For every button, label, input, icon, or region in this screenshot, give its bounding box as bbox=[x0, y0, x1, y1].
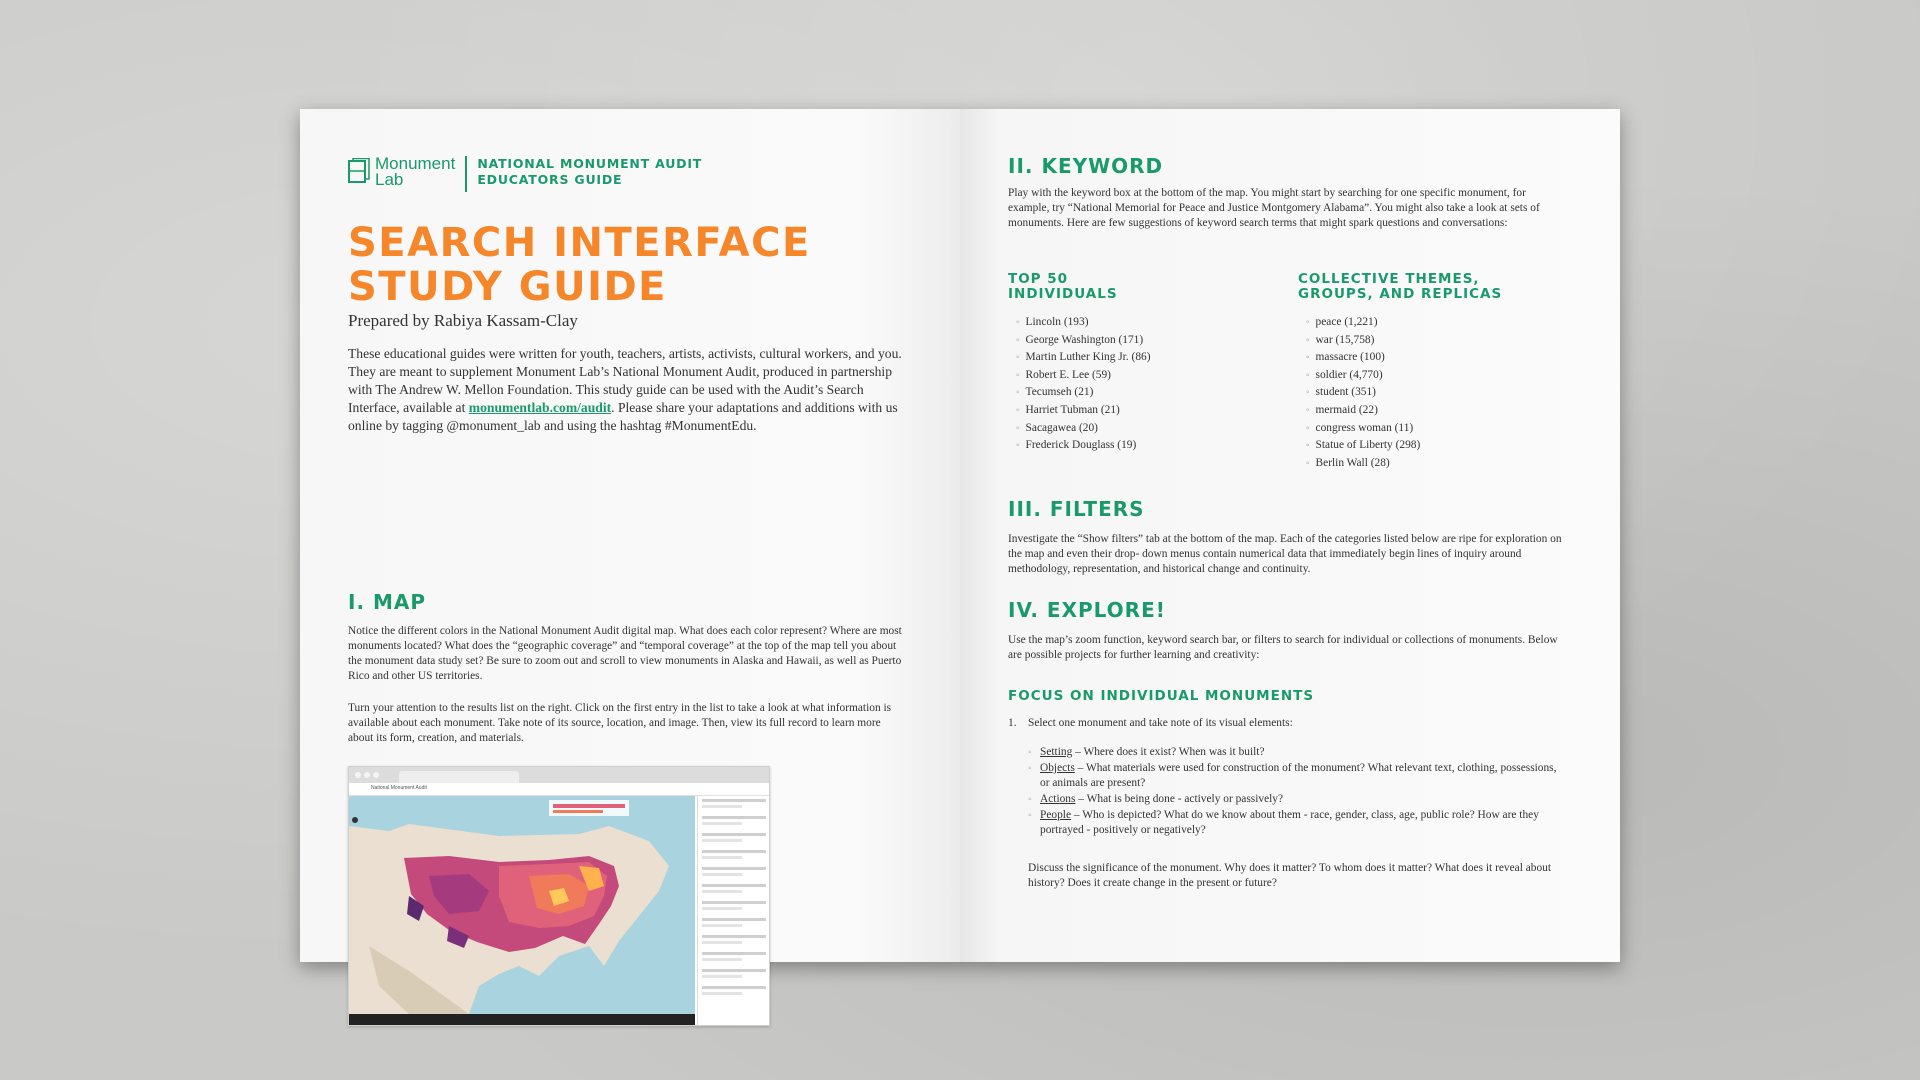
list-item: ◦ war (15,758) bbox=[1306, 332, 1420, 350]
list-item: ◦ Tecumseh (21) bbox=[1016, 384, 1151, 402]
element-description: – What materials were used for construction of the monument? What relevant text, clothing, possessions, or animals are present? bbox=[1040, 762, 1557, 789]
result-line bbox=[702, 839, 742, 842]
list-item: ◦ Martin Luther King Jr. (86) bbox=[1016, 349, 1151, 367]
map-paragraph-1: Notice the different colors in the National Monument Audit digital map. What does each color represent? Where are most monuments located? What does the “geographic coverage” and “temporal coverage” at the top of the map tell you about the monument data study set? Be sure to zoom out and scroll to view monuments in Alaska and Hawaii, as well as Puerto Rico and other US territories. bbox=[348, 625, 902, 682]
list-item: ◦ Lincoln (193) bbox=[1016, 314, 1151, 332]
result-line bbox=[702, 867, 766, 870]
app-view bbox=[349, 783, 769, 1025]
result-line bbox=[702, 975, 742, 978]
col1-title-line1: TOP 50 bbox=[1008, 271, 1069, 287]
col2-title-line2: GROUPS, AND REPLICAS bbox=[1298, 286, 1503, 302]
result-line bbox=[702, 918, 766, 921]
list-item: ◦ Frederick Douglass (19) bbox=[1016, 437, 1151, 455]
element-description: – Where does it exist? When was it built? bbox=[1072, 746, 1265, 758]
list-item: ◦ massacre (100) bbox=[1306, 349, 1420, 367]
keyword-paragraph: Play with the keyword box at the bottom of the map. You might start by searching for one specific monument, for example, try “National Memorial for Peace and Justice Montgomery Alabama”. You might also take a look at sets of monuments. Here are few suggestions of keyword search terms that might spark questions and conversations: bbox=[1008, 187, 1540, 229]
title-line1: SEARCH INTERFACE bbox=[348, 220, 811, 266]
result-line bbox=[702, 799, 766, 802]
visual-element-item bbox=[1028, 761, 1568, 791]
logo-line2: Lab bbox=[375, 170, 404, 189]
intro-text-1: These educational guides were written for youth, teachers, artists, activists, cultural workers, and you. They are meant to supplement Monument Lab’s National Monument Audit, produced in partnership with The Andrew W. Mellon Foundation. This study guide can be used with the Audit’s Search Interface, available at bbox=[348, 346, 902, 415]
page-title bbox=[348, 221, 811, 309]
result-line bbox=[702, 924, 742, 927]
us-map-graphic bbox=[349, 796, 695, 1014]
browser-bar bbox=[349, 767, 769, 783]
list-item: ◦ Robert E. Lee (59) bbox=[1016, 367, 1151, 385]
result-line bbox=[702, 856, 742, 859]
left-page bbox=[300, 109, 960, 962]
result-line bbox=[702, 992, 742, 995]
list-item: ◦ congress woman (11) bbox=[1306, 420, 1420, 438]
list-item: ◦ Sacagawea (20) bbox=[1016, 420, 1151, 438]
result-line bbox=[702, 969, 766, 972]
result-line bbox=[702, 986, 766, 989]
logo-divider bbox=[465, 156, 467, 192]
list-item: ◦ Harriet Tubman (21) bbox=[1016, 402, 1151, 420]
list-item: ◦ Berlin Wall (28) bbox=[1306, 455, 1420, 473]
result-line bbox=[702, 850, 766, 853]
result-line bbox=[702, 873, 742, 876]
header-sub-line1: NATIONAL MONUMENT AUDIT bbox=[477, 156, 703, 171]
element-term: People bbox=[1040, 809, 1072, 821]
element-term: Setting bbox=[1040, 746, 1073, 758]
list-item: ◦ Statue of Liberty (298) bbox=[1306, 437, 1420, 455]
logo-wordmark bbox=[375, 156, 455, 188]
collective-themes-list bbox=[1306, 314, 1420, 472]
element-description: – What is being done - actively or passively? bbox=[1075, 793, 1284, 805]
map-paragraph-2: Turn your attention to the results list on the right. Click on the first entry in the list to take a look at what information is available about each monument. Take note of its source, location, and image. Then, view its full record to learn more about its form, creation, and materials. bbox=[348, 702, 892, 744]
monument-lab-logo bbox=[348, 156, 702, 192]
monument-lab-logo-icon bbox=[348, 158, 370, 184]
search-interface-screenshot bbox=[348, 766, 770, 1026]
focus-individual-title: FOCUS ON INDIVIDUAL MONUMENTS bbox=[1008, 688, 1315, 704]
explore-heading: IV. EXPLORE! bbox=[1008, 598, 1166, 622]
result-line bbox=[702, 935, 766, 938]
result-line bbox=[702, 958, 742, 961]
result-line bbox=[702, 907, 742, 910]
result-line bbox=[702, 884, 766, 887]
title-line2: STUDY GUIDE bbox=[348, 264, 667, 310]
audit-link[interactable]: monumentlab.com/audit bbox=[468, 400, 612, 415]
map-view bbox=[349, 796, 695, 1014]
step-number: 1. bbox=[1008, 717, 1017, 729]
result-line bbox=[702, 901, 766, 904]
filters-heading: III. FILTERS bbox=[1008, 497, 1145, 521]
top-individuals-list bbox=[1016, 314, 1151, 455]
result-line bbox=[702, 816, 766, 819]
header-sub-line2: EDUCATORS GUIDE bbox=[477, 172, 623, 187]
intro-text-2: . Please share your adaptations and additions with us online by tagging @monument_lab and using the hashtag #MonumentEdu. bbox=[348, 400, 898, 433]
discuss-paragraph: Discuss the significance of the monument. Why does it matter? To whom does it matter? What does it reveal about history? Does it create change in the present or future? bbox=[1028, 862, 1552, 889]
browser-tab bbox=[399, 771, 519, 783]
right-page bbox=[960, 109, 1620, 962]
map-heading: I. MAP bbox=[348, 590, 427, 614]
intro-paragraph bbox=[348, 345, 908, 435]
result-line bbox=[702, 952, 766, 955]
visual-element-item bbox=[1028, 808, 1568, 838]
element-term: Objects bbox=[1040, 762, 1075, 774]
keyword-search-bar bbox=[349, 1014, 695, 1025]
visual-element-item bbox=[1028, 792, 1568, 807]
list-item: ◦ George Washington (171) bbox=[1016, 332, 1151, 350]
booklet-spread bbox=[300, 109, 1620, 962]
header-subtitle bbox=[477, 156, 702, 188]
element-description: – Who is depicted? What do we know about them - race, gender, class, age, public role? How are they portrayed - positively or negatively? bbox=[1040, 809, 1539, 836]
filters-paragraph: Investigate the “Show filters” tab at the bottom of the map. Each of the categories listed below are ripe for exploration on the map and even their drop- down menus contain numerical data that immediately begin lines of inquiry around methodology, representation, and historical change and continuity. bbox=[1008, 533, 1562, 575]
result-line bbox=[702, 941, 742, 944]
result-line bbox=[702, 805, 742, 808]
prepared-by: Prepared by Rabiya Kassam-Clay bbox=[348, 311, 578, 330]
element-term: Actions bbox=[1040, 793, 1076, 805]
result-line bbox=[702, 833, 766, 836]
col2-title-line1: COLLECTIVE THEMES, bbox=[1298, 271, 1480, 287]
visual-element-item bbox=[1028, 745, 1568, 760]
browser-dot bbox=[373, 772, 379, 778]
browser-dot bbox=[355, 772, 361, 778]
visual-elements-list bbox=[1028, 745, 1568, 839]
top-individuals-title bbox=[1008, 272, 1118, 302]
list-item: ◦ peace (1,221) bbox=[1306, 314, 1420, 332]
collective-themes-title bbox=[1298, 272, 1502, 302]
app-title: National Monument Audit bbox=[371, 785, 427, 791]
browser-dot bbox=[364, 772, 370, 778]
results-list bbox=[697, 796, 770, 1025]
step-1-text: Select one monument and take note of its visual elements: bbox=[1028, 717, 1293, 729]
list-item: ◦ mermaid (22) bbox=[1306, 402, 1420, 420]
list-item: ◦ soldier (4,770) bbox=[1306, 367, 1420, 385]
result-line bbox=[702, 890, 742, 893]
col1-title-line2: INDIVIDUALS bbox=[1008, 286, 1118, 302]
keyword-heading: II. KEYWORD bbox=[1008, 154, 1164, 178]
list-item: ◦ student (351) bbox=[1306, 384, 1420, 402]
logo-line1: Monument bbox=[375, 154, 456, 173]
explore-paragraph: Use the map’s zoom function, keyword search bar, or filters to search for individual or collections of monuments. Below are possible projects for further learning and creativity: bbox=[1008, 634, 1558, 661]
app-top-bar bbox=[349, 783, 769, 796]
result-line bbox=[702, 822, 742, 825]
